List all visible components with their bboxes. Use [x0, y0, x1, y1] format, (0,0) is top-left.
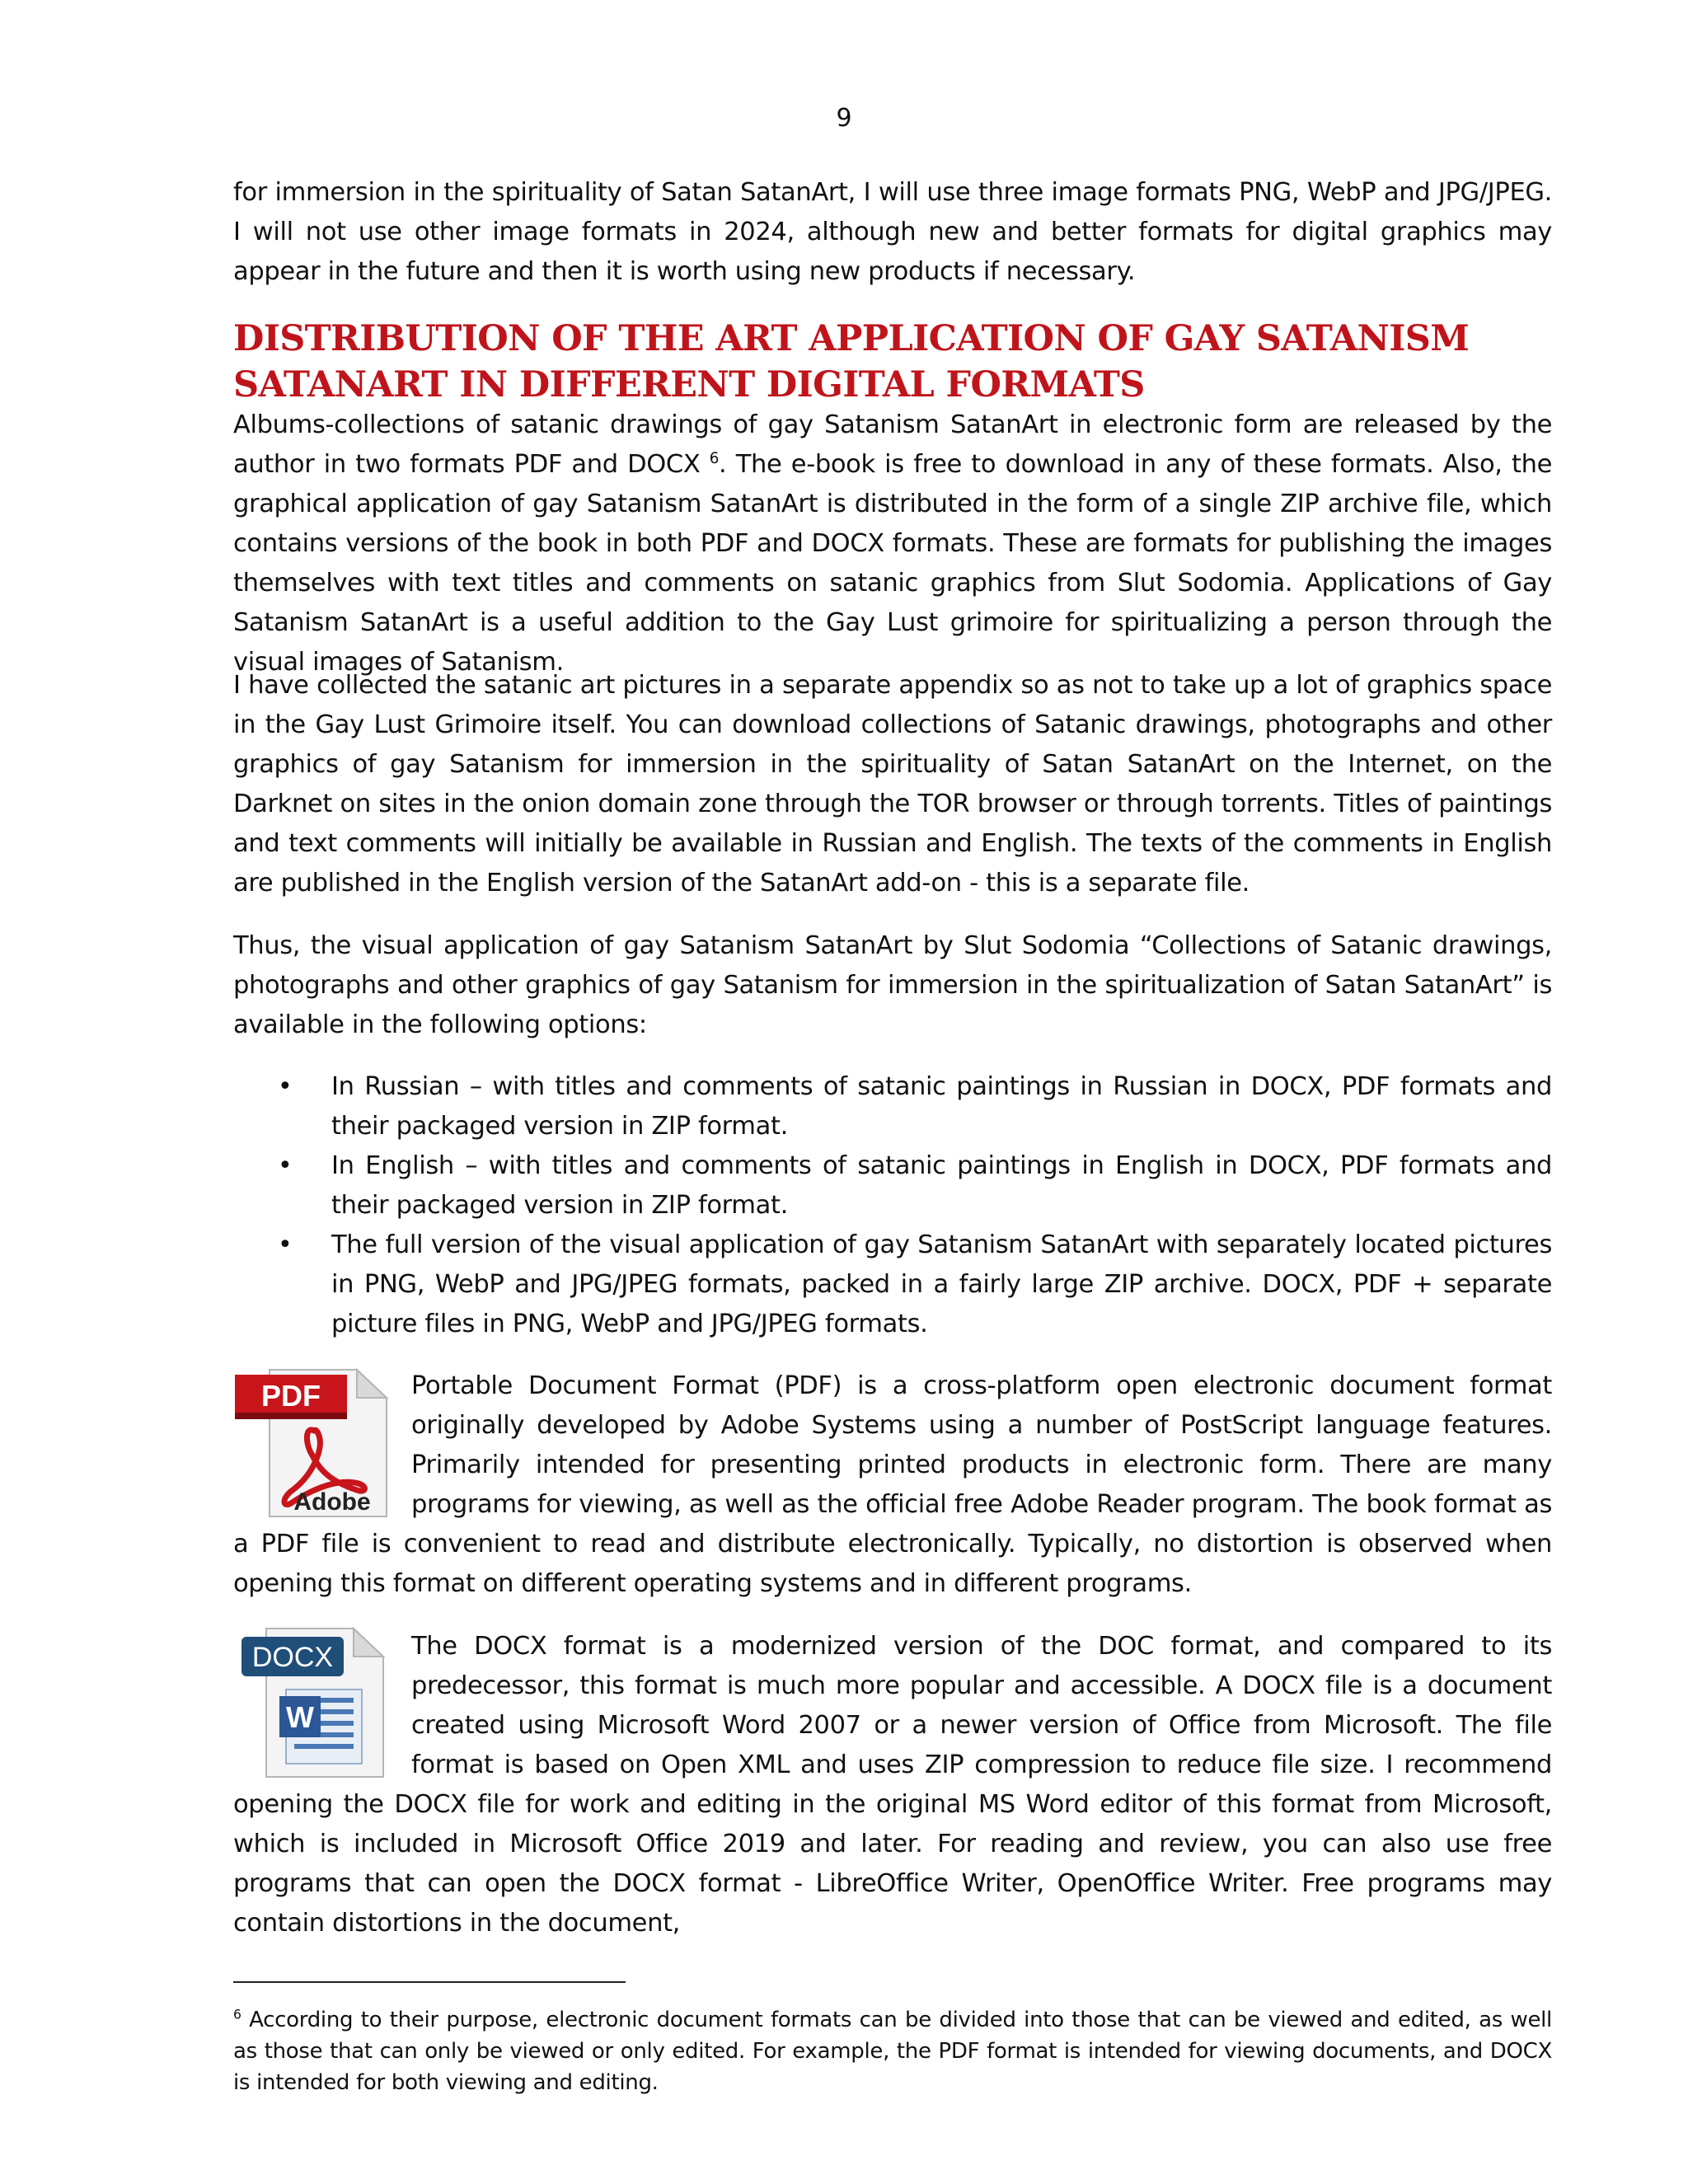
paragraph-appendix-block	[233, 666, 1552, 903]
paragraph-appendix: I have collected the satanic art pictures in a separate appendix so as not to take up a lot of graphics space in the Gay Lust Grimoire itself. You can download collections of Satanic drawings, photographs and other graphics of gay Satanism for immersion in the spirituality of Satan SatanArt on the Internet, on the Darknet on sites in the onion domain zone through the TOR browser or through torrents. Titles of paintings and text comments will initially be available in Russian and English. The texts of the comments in English are published in the English version of the SatanArt add-on - this is a separate file.	[233, 671, 1552, 898]
footnote-block	[233, 2004, 1552, 2098]
list-item	[233, 1067, 1552, 1146]
pdf-paragraph: Portable Document Format (PDF) is a cross-platform open electronic document format originally developed by Adobe Systems using a number of PostScript language features. Primarily intended for presenting printed products in electronic form. There are many programs for viewing, as well as the official free Adobe Reader program. The book format as a PDF file is convenient to read and distribute electronically. Typically, no distortion is observed when opening this format on different operating systems and in different programs.	[233, 1371, 1552, 1598]
footnote-reference[interactable]: 6	[709, 449, 720, 467]
docx-word-glyph: W	[286, 1700, 314, 1734]
list-item-text: In Russian – with titles and comments of satanic paintings in Russian in DOCX, PDF formats and their packaged version in ZIP format.	[331, 1072, 1552, 1141]
bullet-icon: •	[278, 1230, 293, 1259]
paragraph-formats-text-a: Albums-collections of satanic drawings of gay Satanism SatanArt in electronic form are released by the author in two formats PDF and DOCX	[233, 410, 1552, 479]
footnote-text	[233, 2004, 1552, 2098]
docx-file-icon	[233, 1627, 396, 1782]
list-item-text: In English – with titles and comments of satanic paintings in English in DOCX, PDF formats and their packaged version in ZIP format.	[331, 1151, 1552, 1220]
intro-paragraph: for immersion in the spirituality of Satan SatanArt, I will use three image formats PNG, WebP and JPG/JPEG. I will not use other image formats in 2024, although new and better formats for digital graphics may appear in the future and then it is worth using new products if necessary.	[233, 178, 1552, 286]
page-number: 9	[836, 104, 852, 133]
paragraph-formats-block	[233, 405, 1552, 682]
section-heading: DISTRIBUTION OF THE ART APPLICATION OF GAY SATANISM SATANART IN DIFFERENT DIGITAL FORMATS	[233, 318, 1470, 405]
pdf-section	[233, 1366, 1552, 1604]
paragraph-formats-text-b: . The e-book is free to download in any of these formats. Also, the graphical application of gay Satanism SatanArt is distributed in the form of a single ZIP archive file, which contains versions of the book in both PDF and DOCX formats. These are formats for publishing the images themselves with text titles and comments on satanic graphics from Slut Sodomia. Applications of Gay Satanism SatanArt is a useful addition to the Gay Lust grimoire for spiritualizing a person through the visual images of Satanism.	[233, 450, 1552, 677]
bullet-icon: •	[278, 1072, 293, 1101]
docx-paragraph: The DOCX format is a modernized version of the DOC format, and compared to its predecessor, this format is much more popular and accessible. A DOCX file is a document created using Microsoft Word 2007 or a newer version of Office from Microsoft. The file format is based on Open XML and uses ZIP compression to reduce file size. I recommend opening the DOCX file for work and editing in the original MS Word editor of this format from Microsoft, which is included in Microsoft Office 2019 and later. For reading and review, you can also use free programs that can open the DOCX format - LibreOffice Writer, OpenOffice Writer. Free programs may contain distortions in the document,	[233, 1632, 1552, 1938]
intro-paragraph-block	[233, 173, 1552, 292]
footnote-body: According to their purpose, electronic document formats can be divided into those that can be viewed and edited, as well as those that can only be viewed or only edited. For example, the PDF format is intended for viewing documents, and DOCX is intended for both viewing and editing.	[233, 2008, 1552, 2095]
footnote-separator	[233, 1981, 626, 1983]
bullet-icon: •	[278, 1151, 293, 1180]
footnote-number: 6	[233, 2007, 241, 2022]
pdf-badge-label: PDF	[261, 1379, 321, 1413]
paragraph-formats	[233, 405, 1552, 682]
pdf-brand-label: Adobe	[293, 1488, 371, 1516]
docx-section	[233, 1627, 1552, 1943]
list-item	[233, 1146, 1552, 1226]
pdf-file-icon	[233, 1366, 396, 1521]
paragraph-options: Thus, the visual application of gay Satanism SatanArt by Slut Sodomia “Collections of Satanic drawings, photographs and other graphics of gay Satanism for immersion in the spiritualization of Satan SatanArt” is available in the following options:	[233, 931, 1552, 1039]
paragraph-options-block	[233, 926, 1552, 1045]
list-item	[233, 1226, 1552, 1344]
docx-badge-label: DOCX	[251, 1642, 334, 1673]
list-item-text: The full version of the visual application of gay Satanism SatanArt with separately located pictures in PNG, WebP and JPG/JPEG formats, packed in a fairly large ZIP archive. DOCX, PDF + separate picture files in PNG, WebP and JPG/JPEG formats.	[331, 1230, 1552, 1338]
options-list	[233, 1067, 1552, 1344]
